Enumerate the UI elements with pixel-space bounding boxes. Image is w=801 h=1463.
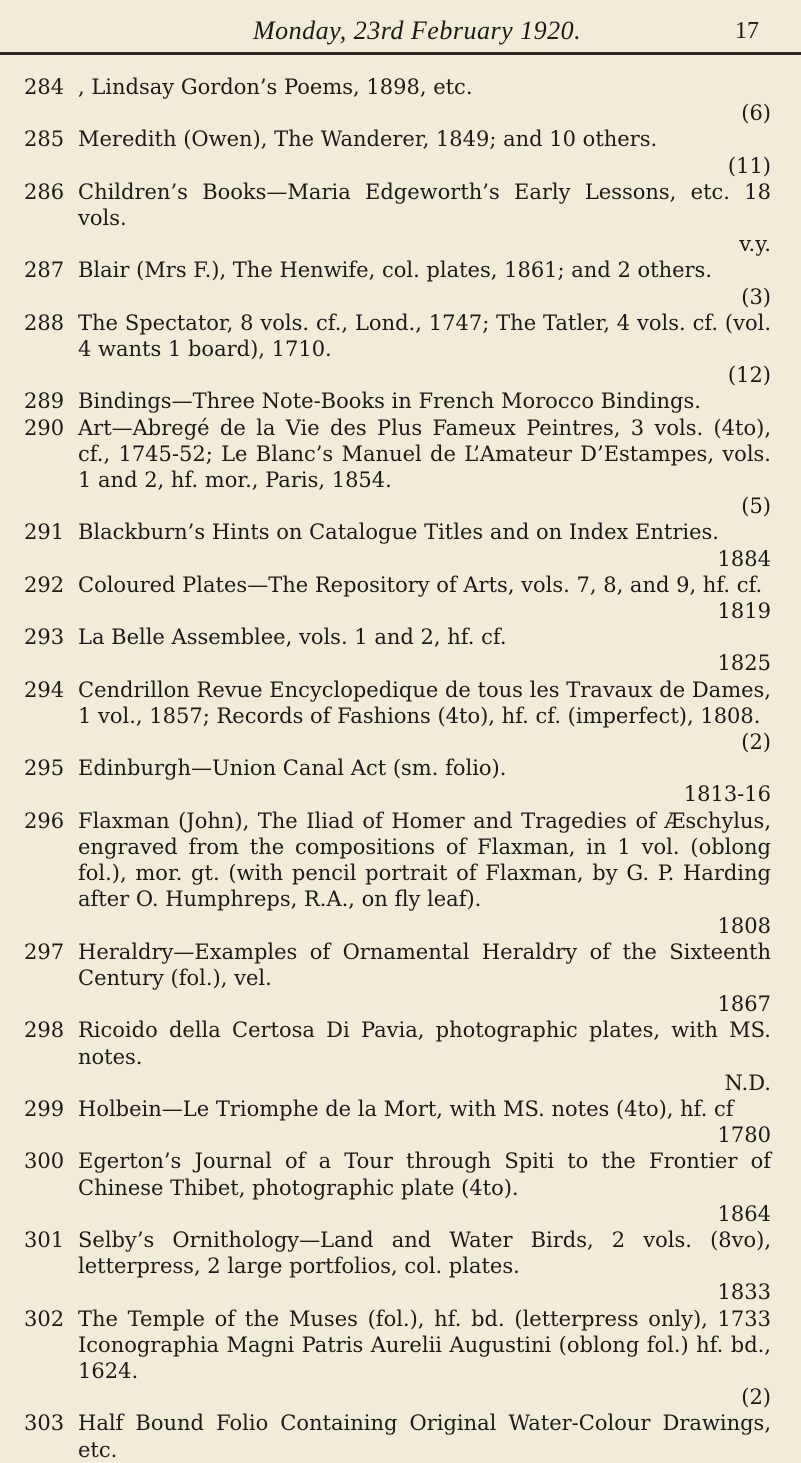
lot-number: 297 bbox=[24, 939, 65, 964]
lot-list bbox=[0, 74, 801, 1463]
page-number: 17 bbox=[735, 18, 759, 44]
lot-number: 294 bbox=[24, 677, 65, 702]
lot-quantity: 1808 bbox=[717, 913, 771, 938]
lot-number: 300 bbox=[24, 1149, 65, 1174]
lot-quantity: (12) bbox=[727, 363, 771, 388]
lot-entry bbox=[0, 179, 801, 258]
page-header bbox=[0, 6, 801, 50]
page-title: Monday, 23rd February 1920. bbox=[253, 16, 582, 45]
lot-description: Heraldry—Examples of Ornamental Heraldry of the Sixteenth Century (fol.), vel. bbox=[78, 939, 771, 990]
lot-entry bbox=[0, 126, 801, 178]
lot-description: Children’s Books—Maria Edgeworth’s Early Lessons, etc. 18 vols. bbox=[78, 179, 771, 231]
lot-entry bbox=[0, 415, 801, 520]
lot-entry bbox=[0, 1148, 801, 1227]
lot-quantity: (6) bbox=[741, 101, 771, 126]
lot-entry bbox=[0, 1096, 801, 1148]
lot-number: 292 bbox=[24, 572, 65, 597]
lot-entry bbox=[0, 310, 801, 389]
lot-number: 303 bbox=[24, 1411, 65, 1436]
lot-quantity: 1813-16 bbox=[683, 782, 771, 807]
lot-number: 293 bbox=[24, 625, 65, 650]
lot-number: 285 bbox=[24, 127, 65, 152]
lot-number: 299 bbox=[24, 1096, 65, 1121]
lot-quantity: (11) bbox=[727, 153, 771, 178]
lot-quantity: 1864 bbox=[717, 1201, 771, 1226]
lot-description: Cendrillon Revue Encyclopedique de tous les Travaux de Dames, 1 vol., 1857; Records of Fashions (4to), hf. cf. (imperfect), 1808. bbox=[78, 677, 771, 728]
lot-entry bbox=[0, 624, 801, 676]
lot-description: Art—Abregé de la Vie des Plus Fameux Peintres, 3 vols. (4to), cf., 1745-52; Le Blanc’s Manuel de L’Amateur D’Estampes, vols. 1 and 2, hf. mor., Paris, 1854. bbox=[78, 415, 771, 493]
lot-entry bbox=[0, 257, 801, 309]
lot-entry bbox=[0, 939, 801, 1018]
lot-quantity: v.y. bbox=[739, 232, 771, 257]
lot-number: 296 bbox=[24, 808, 65, 833]
lot-description: The Spectator, 8 vols. cf., Lond., 1747; The Tatler, 4 vols. cf. (vol. 4 wants 1 board), 1710. bbox=[78, 310, 771, 362]
lot-description: The Temple of the Muses (fol.), hf. bd. (letterpress only), 1733 Iconographia Magni Patris Aurelii Augustini (oblong fol.) hf. bd., 1624. bbox=[78, 1306, 771, 1383]
lot-quantity: N.D. bbox=[724, 1070, 771, 1095]
lot-description: Meredith (Owen), The Wanderer, 1849; and 10 others. bbox=[78, 127, 658, 152]
lot-quantity: (2) bbox=[741, 730, 771, 755]
lot-description: Blackburn’s Hints on Catalogue Titles and on Index Entries. bbox=[78, 520, 719, 545]
lot-entry bbox=[0, 808, 801, 939]
lot-description: Flaxman (John), The Iliad of Homer and Tragedies of Æschylus, engraved from the compositions of Flaxman, in 1 vol. (oblong fol.), mor. gt. (with pencil portrait of Flaxman, by G. P. Harding after O. Humphreps, R.A., on fly leaf). bbox=[78, 808, 771, 912]
lot-entry bbox=[0, 755, 801, 807]
lot-entry bbox=[0, 1227, 801, 1306]
lot-quantity: 1780 bbox=[717, 1123, 771, 1148]
lot-description: Half Bound Folio Containing Original Water-Colour Drawings, etc. bbox=[78, 1411, 771, 1462]
lot-description: La Belle Assemblee, vols. 1 and 2, hf. cf. bbox=[78, 625, 507, 650]
lot-quantity: (2) bbox=[741, 1385, 771, 1410]
lot-description: Egerton’s Journal of a Tour through Spiti to the Frontier of Chinese Thibet, photographic plate (4to). bbox=[78, 1149, 771, 1200]
lot-description: Bindings—Three Note-Books in French Morocco Bindings. bbox=[78, 389, 701, 414]
lot-entry bbox=[0, 572, 801, 624]
lot-number: 286 bbox=[24, 179, 65, 204]
header-rule bbox=[0, 52, 801, 55]
lot-description: Edinburgh—Union Canal Act (sm. folio). bbox=[78, 756, 507, 781]
lot-number: 302 bbox=[24, 1306, 65, 1331]
lot-quantity: (5) bbox=[741, 494, 771, 519]
lot-number: 289 bbox=[24, 389, 65, 414]
lot-entry bbox=[0, 519, 801, 571]
lot-number: 295 bbox=[24, 756, 65, 781]
lot-description: Blair (Mrs F.), The Henwife, col. plates, 1861; and 2 others. bbox=[78, 258, 713, 283]
lot-entry bbox=[0, 388, 801, 414]
lot-description: Coloured Plates—The Repository of Arts, vols. 7, 8, and 9, hf. cf. bbox=[78, 572, 763, 597]
lot-number: 301 bbox=[24, 1227, 65, 1252]
lot-description: Holbein—Le Triomphe de la Mort, with MS. notes (4to), hf. cf bbox=[78, 1096, 734, 1121]
lot-quantity: 1819 bbox=[717, 599, 771, 624]
lot-description: Ricoido della Certosa Di Pavia, photographic plates, with MS. notes. bbox=[78, 1018, 771, 1069]
lot-quantity: 1833 bbox=[717, 1280, 771, 1305]
lot-quantity: 1884 bbox=[717, 546, 771, 571]
lot-number: 290 bbox=[24, 415, 65, 440]
lot-entry bbox=[0, 1306, 801, 1411]
lot-number: 284 bbox=[24, 75, 65, 99]
lot-quantity: 1867 bbox=[717, 992, 771, 1017]
lot-entry bbox=[0, 1017, 801, 1096]
lot-entry bbox=[0, 677, 801, 756]
lot-description: , Lindsay Gordon’s Poems, 1898, etc. bbox=[78, 75, 473, 99]
lot-number: 287 bbox=[24, 258, 65, 283]
lot-description: Selby’s Ornithology—Land and Water Birds, 2 vols. (8vo), letterpress, 2 large portfolios, col. plates. bbox=[78, 1227, 771, 1279]
lot-entry bbox=[0, 74, 801, 126]
lot-quantity: 1825 bbox=[717, 651, 771, 676]
lot-number: 291 bbox=[24, 520, 65, 545]
lot-number: 298 bbox=[24, 1018, 65, 1043]
lot-entry bbox=[0, 1410, 801, 1462]
lot-quantity: (3) bbox=[741, 284, 771, 309]
lot-number: 288 bbox=[24, 310, 65, 335]
